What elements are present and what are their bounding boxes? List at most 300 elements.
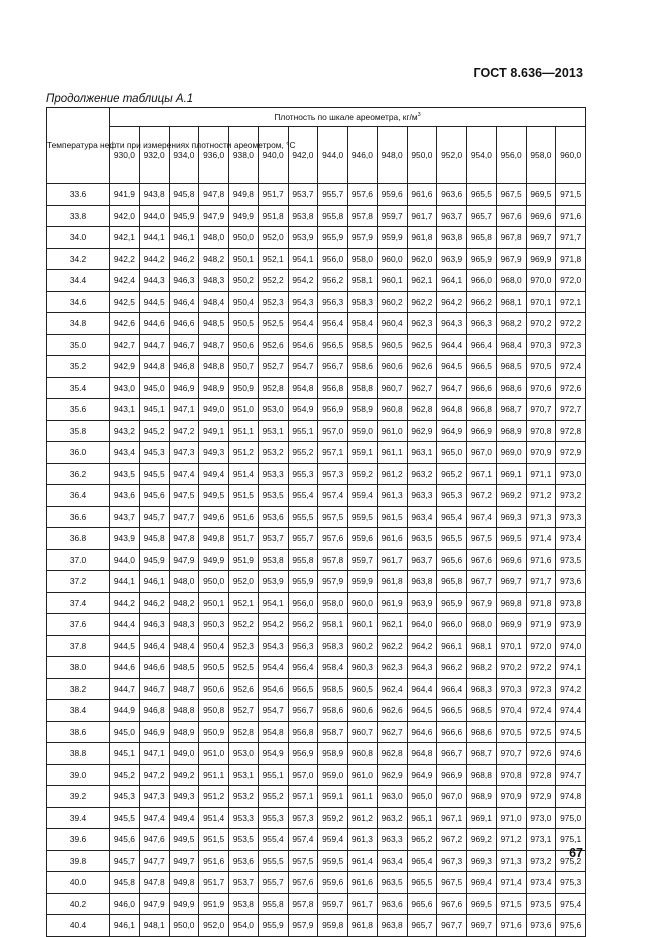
density-value-cell: 946,1 (110, 915, 140, 937)
density-value-cell: 944,4 (110, 614, 140, 636)
density-value-cell: 965,9 (467, 248, 497, 270)
density-value-cell: 964,4 (437, 334, 467, 356)
table-row (47, 334, 586, 356)
density-value-cell: 954,4 (258, 657, 288, 679)
density-value-cell: 971,2 (526, 485, 556, 507)
density-value-cell: 958,0 (348, 248, 378, 270)
density-value-cell: 950,1 (229, 248, 259, 270)
density-value-cell: 944,1 (110, 571, 140, 593)
density-value-cell: 967,3 (437, 850, 467, 872)
density-value-cell: 952,3 (258, 291, 288, 313)
density-value-cell: 959,5 (318, 850, 348, 872)
density-value-cell: 961,6 (377, 528, 407, 550)
density-value-cell: 948,9 (199, 377, 229, 399)
density-value-cell: 969,3 (496, 506, 526, 528)
density-value-cell: 953,9 (288, 227, 318, 249)
density-value-cell: 970,4 (496, 700, 526, 722)
density-value-cell: 963,4 (377, 850, 407, 872)
density-value-cell: 964,7 (437, 377, 467, 399)
density-value-cell: 954,2 (288, 270, 318, 292)
density-value-cell: 972,8 (556, 420, 586, 442)
density-value-cell: 971,4 (526, 528, 556, 550)
density-column-header: 958,0 (526, 127, 556, 184)
density-value-cell: 944,0 (110, 549, 140, 571)
density-value-cell: 952,8 (258, 377, 288, 399)
table-row (47, 915, 586, 937)
density-value-cell: 962,7 (407, 377, 437, 399)
density-value-cell: 973,2 (526, 850, 556, 872)
table-row (47, 872, 586, 894)
density-value-cell: 944,2 (139, 248, 169, 270)
density-value-cell: 942,5 (110, 291, 140, 313)
density-value-cell: 948,3 (169, 614, 199, 636)
density-value-cell: 967,1 (437, 807, 467, 829)
density-value-cell: 946,6 (139, 657, 169, 679)
density-value-cell: 950,3 (199, 614, 229, 636)
density-value-cell: 943,4 (110, 442, 140, 464)
table-row (47, 635, 586, 657)
density-value-cell: 948,4 (199, 291, 229, 313)
density-value-cell: 945,0 (110, 721, 140, 743)
density-value-cell: 946,9 (139, 721, 169, 743)
density-value-cell: 967,9 (467, 592, 497, 614)
density-value-cell: 942,0 (110, 205, 140, 227)
density-column-header: 952,0 (437, 127, 467, 184)
density-value-cell: 944,3 (139, 270, 169, 292)
table-row (47, 549, 586, 571)
density-value-cell: 967,9 (496, 248, 526, 270)
density-column-header: 956,0 (496, 127, 526, 184)
density-value-cell: 965,5 (437, 528, 467, 550)
density-value-cell: 961,1 (377, 442, 407, 464)
density-value-cell: 959,7 (318, 893, 348, 915)
density-value-cell: 953,3 (229, 807, 259, 829)
temperature-cell: 39.0 (47, 764, 110, 786)
density-value-cell: 953,9 (258, 571, 288, 593)
density-value-cell: 952,6 (258, 334, 288, 356)
density-value-cell: 949,2 (169, 764, 199, 786)
density-value-cell: 947,2 (169, 420, 199, 442)
density-value-cell: 967,0 (467, 442, 497, 464)
density-value-cell: 969,1 (496, 463, 526, 485)
density-value-cell: 951,6 (199, 850, 229, 872)
density-value-cell: 972,0 (556, 270, 586, 292)
density-value-cell: 950,0 (169, 915, 199, 937)
density-value-cell: 962,6 (407, 356, 437, 378)
density-value-cell: 955,7 (318, 184, 348, 206)
density-column-header: 950,0 (407, 127, 437, 184)
density-value-cell: 961,8 (407, 227, 437, 249)
density-value-cell: 970,8 (496, 764, 526, 786)
density-value-cell: 946,1 (139, 571, 169, 593)
density-value-cell: 965,5 (407, 872, 437, 894)
density-value-cell: 944,7 (110, 678, 140, 700)
density-value-cell: 967,5 (437, 872, 467, 894)
density-value-cell: 962,8 (407, 399, 437, 421)
density-value-cell: 971,6 (556, 205, 586, 227)
density-value-cell: 945,3 (110, 786, 140, 808)
density-value-cell: 946,4 (169, 291, 199, 313)
density-value-cell: 972,3 (556, 334, 586, 356)
temperature-cell: 34.8 (47, 313, 110, 335)
density-value-cell: 973,2 (556, 485, 586, 507)
density-value-cell: 961,4 (348, 850, 378, 872)
density-value-cell: 949,9 (199, 549, 229, 571)
density-value-cell: 953,6 (229, 850, 259, 872)
density-value-cell: 957,5 (318, 506, 348, 528)
density-value-cell: 947,2 (139, 764, 169, 786)
density-value-cell: 967,6 (496, 205, 526, 227)
density-value-cell: 955,1 (288, 420, 318, 442)
density-value-cell: 960,2 (377, 291, 407, 313)
density-value-cell: 957,9 (288, 915, 318, 937)
density-value-cell: 958,9 (318, 743, 348, 765)
density-value-cell: 962,1 (407, 270, 437, 292)
density-value-cell: 950,4 (199, 635, 229, 657)
density-value-cell: 953,2 (229, 786, 259, 808)
density-value-cell: 965,6 (407, 893, 437, 915)
density-value-cell: 960,3 (348, 657, 378, 679)
density-value-cell: 947,1 (169, 399, 199, 421)
density-value-cell: 970,1 (526, 291, 556, 313)
density-value-cell: 968,5 (467, 700, 497, 722)
density-value-cell: 946,8 (169, 356, 199, 378)
temperature-cell: 36.2 (47, 463, 110, 485)
density-value-cell: 952,2 (258, 270, 288, 292)
temperature-cell: 39.4 (47, 807, 110, 829)
density-value-cell: 950,2 (229, 270, 259, 292)
density-value-cell: 971,8 (556, 248, 586, 270)
density-value-cell: 949,7 (169, 850, 199, 872)
density-value-cell: 967,5 (496, 184, 526, 206)
temperature-cell: 39.6 (47, 829, 110, 851)
density-value-cell: 946,1 (169, 227, 199, 249)
density-value-cell: 956,5 (288, 678, 318, 700)
density-value-cell: 968,0 (496, 270, 526, 292)
density-value-cell: 948,9 (169, 721, 199, 743)
density-value-cell: 950,0 (199, 571, 229, 593)
density-value-cell: 971,2 (496, 829, 526, 851)
density-value-cell: 949,5 (169, 829, 199, 851)
table-row (47, 227, 586, 249)
density-value-cell: 968,6 (467, 721, 497, 743)
density-value-cell: 969,1 (467, 807, 497, 829)
density-value-cell: 959,1 (348, 442, 378, 464)
temperature-cell: 37.6 (47, 614, 110, 636)
density-value-cell: 952,6 (229, 678, 259, 700)
density-value-cell: 963,8 (407, 571, 437, 593)
density-value-cell: 973,4 (556, 528, 586, 550)
density-value-cell: 951,4 (229, 463, 259, 485)
density-value-cell: 962,1 (377, 614, 407, 636)
density-value-cell: 945,1 (110, 743, 140, 765)
density-value-cell: 969,0 (496, 442, 526, 464)
density-value-cell: 956,3 (288, 635, 318, 657)
density-value-cell: 952,7 (258, 356, 288, 378)
density-value-cell: 964,3 (437, 313, 467, 335)
density-value-cell: 972,6 (556, 377, 586, 399)
density-value-cell: 944,9 (110, 700, 140, 722)
density-value-cell: 952,0 (258, 227, 288, 249)
density-value-cell: 954,1 (258, 592, 288, 614)
density-value-cell: 972,8 (526, 764, 556, 786)
density-value-cell: 963,5 (407, 528, 437, 550)
density-value-cell: 958,1 (348, 270, 378, 292)
table-body (47, 184, 586, 937)
density-value-cell: 945,8 (139, 528, 169, 550)
density-value-cell: 965,7 (467, 205, 497, 227)
density-value-cell: 960,8 (348, 743, 378, 765)
density-value-cell: 960,2 (348, 635, 378, 657)
density-value-cell: 960,8 (377, 399, 407, 421)
density-value-cell: 955,5 (258, 850, 288, 872)
density-value-cell: 948,8 (199, 356, 229, 378)
density-value-cell: 942,2 (110, 248, 140, 270)
density-value-cell: 969,6 (496, 549, 526, 571)
density-value-cell: 957,1 (288, 786, 318, 808)
density-value-cell: 965,4 (407, 850, 437, 872)
density-value-cell: 958,4 (318, 657, 348, 679)
density-value-cell: 956,9 (288, 743, 318, 765)
density-value-cell: 966,2 (437, 657, 467, 679)
density-value-cell: 948,7 (169, 678, 199, 700)
density-value-cell: 965,0 (407, 786, 437, 808)
density-value-cell: 961,8 (377, 571, 407, 593)
density-value-cell: 950,6 (199, 678, 229, 700)
density-value-cell: 964,9 (407, 764, 437, 786)
density-value-cell: 960,7 (377, 377, 407, 399)
density-value-cell: 964,0 (407, 614, 437, 636)
density-value-cell: 968,7 (467, 743, 497, 765)
density-value-cell: 943,1 (110, 399, 140, 421)
density-value-cell: 968,9 (496, 420, 526, 442)
density-value-cell: 968,1 (467, 635, 497, 657)
density-value-cell: 973,3 (556, 506, 586, 528)
table-row (47, 506, 586, 528)
density-value-cell: 975,2 (556, 850, 586, 872)
density-value-cell: 965,6 (437, 549, 467, 571)
density-value-cell: 957,4 (318, 485, 348, 507)
density-value-cell: 969,8 (496, 592, 526, 614)
density-column-header: 940,0 (258, 127, 288, 184)
density-value-cell: 949,0 (199, 399, 229, 421)
density-value-cell: 957,8 (348, 205, 378, 227)
temperature-cell: 36.4 (47, 485, 110, 507)
temperature-column-header: Температура нефти при измерениях плотности ареометром, °С (47, 108, 110, 184)
density-value-cell: 947,6 (139, 829, 169, 851)
density-value-cell: 956,2 (288, 614, 318, 636)
density-value-cell: 965,8 (437, 571, 467, 593)
density-value-cell: 954,7 (288, 356, 318, 378)
density-value-cell: 943,5 (110, 463, 140, 485)
density-value-cell: 946,3 (169, 270, 199, 292)
density-value-cell: 943,9 (110, 528, 140, 550)
table-caption: Продолжение таблицы А.1 (46, 93, 194, 105)
density-value-cell: 964,5 (407, 700, 437, 722)
density-value-cell: 957,8 (318, 549, 348, 571)
density-value-cell: 969,5 (467, 893, 497, 915)
table-row (47, 485, 586, 507)
density-value-cell: 975,4 (556, 893, 586, 915)
density-value-cell: 954,6 (288, 334, 318, 356)
density-column-header: 930,0 (110, 127, 140, 184)
density-value-cell: 956,4 (318, 313, 348, 335)
density-value-cell: 966,8 (467, 399, 497, 421)
table-row (47, 764, 586, 786)
density-value-cell: 963,7 (407, 549, 437, 571)
density-value-cell: 962,2 (407, 291, 437, 313)
density-value-cell: 957,6 (318, 528, 348, 550)
density-value-cell: 955,2 (288, 442, 318, 464)
density-value-cell: 959,7 (348, 549, 378, 571)
density-value-cell: 948,0 (169, 571, 199, 593)
density-value-cell: 961,0 (377, 420, 407, 442)
density-value-cell: 954,0 (229, 915, 259, 937)
density-value-cell: 962,3 (377, 657, 407, 679)
density-value-cell: 961,2 (377, 463, 407, 485)
table-row (47, 592, 586, 614)
density-value-cell: 947,5 (169, 485, 199, 507)
density-value-cell: 966,9 (437, 764, 467, 786)
density-value-cell: 961,8 (348, 915, 378, 937)
density-column-header: 954,0 (467, 127, 497, 184)
density-value-cell: 951,4 (199, 807, 229, 829)
density-value-cell: 957,8 (288, 893, 318, 915)
density-value-cell: 951,7 (258, 184, 288, 206)
density-value-cell: 955,5 (288, 506, 318, 528)
density-value-cell: 969,2 (496, 485, 526, 507)
density-value-cell: 956,0 (318, 248, 348, 270)
density-value-cell: 963,7 (437, 205, 467, 227)
density-value-cell: 947,9 (139, 893, 169, 915)
density-value-cell: 964,2 (437, 291, 467, 313)
table-row (47, 743, 586, 765)
density-column-header: 942,0 (288, 127, 318, 184)
density-value-cell: 958,6 (318, 700, 348, 722)
density-value-cell: 965,9 (437, 592, 467, 614)
density-value-cell: 951,5 (229, 485, 259, 507)
density-value-cell: 972,2 (556, 313, 586, 335)
density-value-cell: 944,8 (139, 356, 169, 378)
density-value-cell: 967,2 (467, 485, 497, 507)
density-value-cell: 947,7 (169, 506, 199, 528)
density-value-cell: 961,7 (407, 205, 437, 227)
density-value-cell: 956,8 (288, 721, 318, 743)
density-value-cell: 963,2 (407, 463, 437, 485)
density-value-cell: 960,7 (348, 721, 378, 743)
density-value-cell: 955,8 (258, 893, 288, 915)
density-value-cell: 949,8 (169, 872, 199, 894)
density-value-cell: 948,2 (169, 592, 199, 614)
density-value-cell: 957,0 (288, 764, 318, 786)
density-value-cell: 967,4 (467, 506, 497, 528)
density-value-cell: 962,2 (377, 635, 407, 657)
density-value-cell: 955,9 (258, 915, 288, 937)
density-value-cell: 973,5 (526, 893, 556, 915)
temperature-cell: 36.8 (47, 528, 110, 550)
density-value-cell: 959,1 (318, 786, 348, 808)
density-value-cell: 965,2 (437, 463, 467, 485)
density-value-cell: 972,0 (526, 635, 556, 657)
density-value-cell: 969,4 (467, 872, 497, 894)
density-value-cell: 946,7 (169, 334, 199, 356)
density-value-cell: 969,9 (496, 614, 526, 636)
density-value-cell: 955,9 (318, 227, 348, 249)
density-value-cell: 962,4 (377, 678, 407, 700)
density-column-header: 936,0 (199, 127, 229, 184)
density-value-cell: 944,1 (139, 227, 169, 249)
density-value-cell: 954,8 (258, 721, 288, 743)
density-value-cell: 964,6 (407, 721, 437, 743)
density-value-cell: 948,1 (139, 915, 169, 937)
density-value-cell: 943,8 (139, 184, 169, 206)
density-column-header: 932,0 (139, 127, 169, 184)
density-value-cell: 947,7 (139, 850, 169, 872)
density-value-cell: 953,3 (258, 463, 288, 485)
density-value-cell: 948,2 (199, 248, 229, 270)
density-value-cell: 972,6 (526, 743, 556, 765)
density-value-cell: 963,3 (407, 485, 437, 507)
temperature-cell: 36.6 (47, 506, 110, 528)
density-value-cell: 956,8 (318, 377, 348, 399)
density-value-cell: 960,0 (348, 592, 378, 614)
density-value-cell: 949,0 (169, 743, 199, 765)
density-value-cell: 944,2 (110, 592, 140, 614)
table-row (47, 313, 586, 335)
temperature-cell: 38.8 (47, 743, 110, 765)
density-value-cell: 972,9 (556, 442, 586, 464)
density-value-cell: 949,3 (169, 786, 199, 808)
density-value-cell: 946,2 (139, 592, 169, 614)
density-value-cell: 973,4 (526, 872, 556, 894)
density-value-cell: 966,6 (437, 721, 467, 743)
density-value-cell: 942,1 (110, 227, 140, 249)
density-value-cell: 955,7 (258, 872, 288, 894)
density-header-text: Плотность по шкале ареометра, кг/м (274, 112, 418, 122)
table-row (47, 184, 586, 206)
density-value-cell: 953,0 (229, 743, 259, 765)
density-value-cell: 948,8 (169, 700, 199, 722)
density-value-cell: 974,1 (556, 657, 586, 679)
density-value-cell: 969,5 (526, 184, 556, 206)
table-row (47, 356, 586, 378)
density-value-cell: 963,8 (437, 227, 467, 249)
temperature-cell: 34.4 (47, 270, 110, 292)
density-value-cell: 941,9 (110, 184, 140, 206)
temperature-cell: 35.6 (47, 399, 110, 421)
density-value-cell: 964,9 (437, 420, 467, 442)
density-value-cell: 966,3 (467, 313, 497, 335)
density-value-cell: 973,0 (526, 807, 556, 829)
density-value-cell: 961,1 (348, 786, 378, 808)
density-value-cell: 959,6 (318, 872, 348, 894)
density-value-cell: 971,4 (496, 872, 526, 894)
density-column-header: 960,0 (556, 127, 586, 184)
density-value-cell: 947,9 (169, 549, 199, 571)
temperature-cell: 37.8 (47, 635, 110, 657)
density-value-cell: 958,7 (318, 721, 348, 743)
density-value-cell: 971,8 (526, 592, 556, 614)
density-value-cell: 965,2 (407, 829, 437, 851)
density-value-cell: 970,8 (526, 420, 556, 442)
density-value-cell: 949,4 (169, 807, 199, 829)
density-value-cell: 942,9 (110, 356, 140, 378)
table-row (47, 850, 586, 872)
density-value-cell: 968,8 (467, 764, 497, 786)
density-value-cell: 945,0 (139, 377, 169, 399)
density-value-cell: 946,4 (139, 635, 169, 657)
density-value-cell: 970,2 (496, 657, 526, 679)
